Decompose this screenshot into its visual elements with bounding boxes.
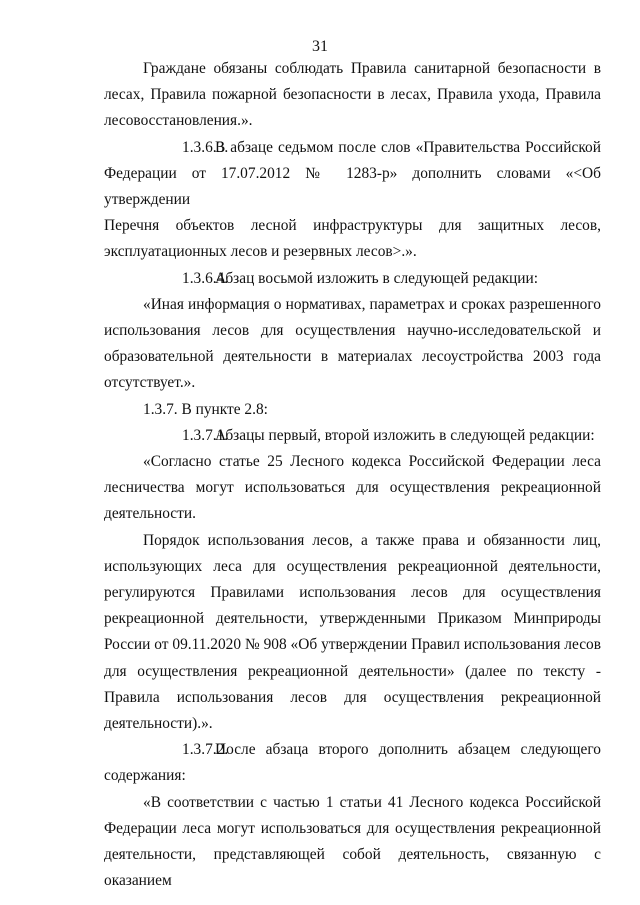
line-text: В абзаце седьмом после слов «Правительства Российской [215, 138, 601, 156]
text-line [104, 842, 601, 894]
line-text: Порядок использования лесов, а также права и обязанности лиц, [143, 531, 601, 549]
text-line [104, 580, 601, 606]
line-text: Перечня объектов лесной инфраструктуры для защитных лесов, [104, 217, 601, 235]
text-line [104, 763, 601, 789]
line-text: отсутствует.». [104, 374, 196, 392]
line-text: деятельности. [104, 505, 196, 523]
line-text: «Согласно статье 25 Лесного кодекса Российской Федерации леса [143, 453, 601, 471]
text-line [104, 135, 601, 161]
text-line [104, 56, 601, 82]
text-line [104, 501, 601, 527]
text-line [104, 449, 601, 475]
clause-number: 1.3.7.1. [182, 426, 229, 444]
line-text: «Иная информация о нормативах, параметрах и сроках разрешенного [143, 295, 601, 313]
text-line [104, 475, 601, 501]
text-line [104, 816, 601, 842]
text-line [104, 397, 601, 423]
line-text: Федерации от 17.07.2012 № 1283-р» дополнить словами «<Об утверждении [104, 164, 601, 209]
text-line [104, 737, 601, 763]
line-text: использующих леса для осуществления рекреационной деятельности, [104, 557, 601, 575]
line-text: Граждане обязаны соблюдать Правила санитарной безопасности в [143, 60, 601, 77]
text-line [104, 632, 601, 658]
text-line [104, 318, 601, 344]
text-line [104, 685, 601, 711]
text-line [104, 108, 601, 134]
text-line [104, 423, 601, 449]
line-text: После абзаца второго дополнить абзацем следующего [215, 741, 601, 759]
page-number: 31 [312, 38, 328, 55]
line-text: лесах, Правила пожарной безопасности в лесах, Правила ухода, Правила [104, 86, 601, 104]
line-text: деятельности, представляющей собой деятельность, связанную с оказанием [104, 846, 601, 890]
line-text: регулируются Правилами использования лесов для осуществления [104, 584, 601, 602]
line-text: Правила использования лесов для осуществления рекреационной [104, 688, 601, 706]
clause-number: 1.3.7.2. [182, 741, 229, 759]
text-line [104, 292, 601, 318]
line-text: лесовосстановления.». [104, 112, 253, 130]
line-text: образовательной деятельности в материалах лесоустройства 2003 года [104, 348, 601, 366]
clause-number: 1.3.6.4. [182, 269, 229, 287]
text-line [104, 239, 601, 265]
line-text: для осуществления рекреационной деятельности» (далее по тексту - [104, 662, 601, 680]
line-text: использования лесов для осуществления научно-исследовательской и [104, 322, 601, 340]
line-text: деятельности).». [104, 715, 213, 733]
text-line [104, 370, 601, 396]
text-line [104, 554, 601, 580]
line-text: лесничества могут использоваться для осуществления рекреационной [104, 479, 601, 497]
text-line [104, 659, 601, 685]
clause-number: 1.3.6.3. [182, 138, 229, 156]
line-text: Федерации леса могут использоваться для осуществления рекреационной [104, 819, 601, 837]
line-text: «В соответствии с частью 1 статьи 41 Лесного кодекса Российской [143, 793, 601, 811]
text-line [104, 790, 601, 816]
line-text: Абзац восьмой изложить в следующей редакции: [215, 269, 539, 287]
text-line [104, 344, 601, 370]
line-text: 1.3.7. В пункте 2.8: [143, 400, 268, 418]
text-line [104, 161, 601, 213]
text-line [104, 82, 601, 108]
text-line [104, 606, 601, 632]
line-text: России от 09.11.2020 № 908 «Об утверждении Правил использования лесов [104, 636, 601, 654]
document-body [104, 56, 601, 895]
line-text: содержания: [104, 767, 186, 785]
text-line [104, 213, 601, 239]
text-line [104, 266, 601, 292]
line-text: рекреационной деятельности, утвержденными Приказом Минприроды [104, 610, 601, 628]
text-line [104, 528, 601, 554]
line-text: эксплуатационных лесов и резервных лесов>.». [104, 243, 417, 261]
line-text: Абзацы первый, второй изложить в следующей редакции: [215, 426, 595, 444]
text-line [104, 711, 601, 737]
